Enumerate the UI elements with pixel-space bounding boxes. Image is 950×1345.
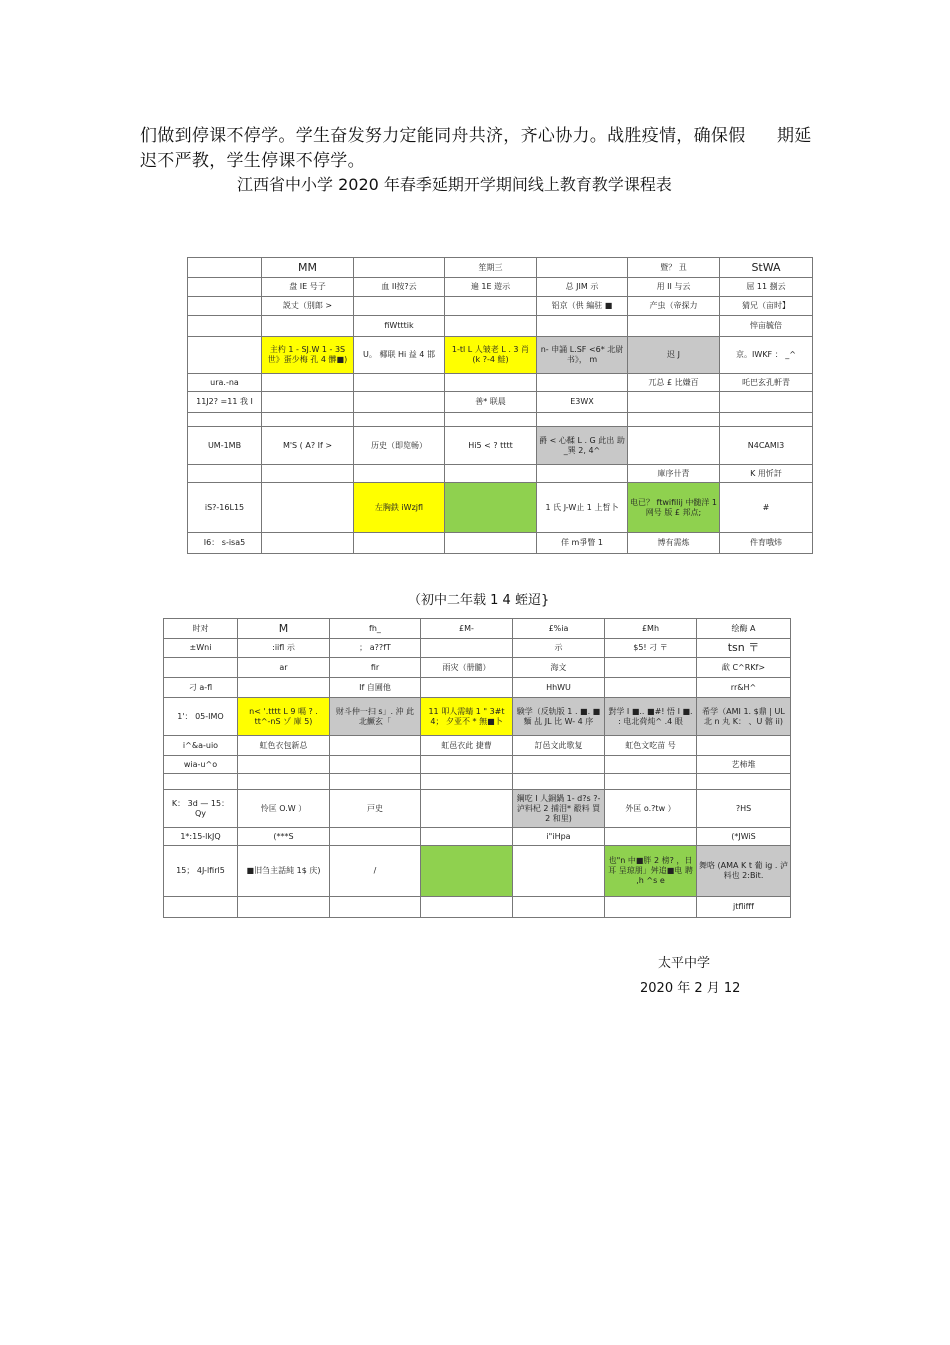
course-cell	[537, 316, 628, 337]
course-cell	[262, 374, 354, 392]
course-cell	[262, 316, 354, 337]
course-cell: fiWtttik	[354, 316, 445, 337]
course-cell: 1 氏 J-W止 1 上晳卜	[537, 483, 628, 533]
course-cell	[354, 465, 445, 483]
course-cell	[421, 846, 513, 897]
table-row	[164, 639, 791, 658]
course-cell: 历史（即览畅）	[354, 427, 445, 465]
course-cell: If 自圃他	[330, 678, 421, 698]
course-cell: 雨灾（册髓）	[421, 658, 513, 678]
course-cell: 绘酶 A	[697, 619, 791, 639]
course-cell: 1-tl L 人皱老 L . 3 肖 (k ?-4 鮭)	[445, 337, 537, 374]
course-cell	[445, 374, 537, 392]
time-cell	[164, 658, 238, 678]
course-cell	[628, 413, 720, 427]
time-cell	[188, 297, 262, 316]
course-cell: Hi5 < ? tttt	[445, 427, 537, 465]
course-cell	[421, 774, 513, 790]
course-cell	[354, 258, 445, 278]
course-cell: 爵 < 心鞣 L . G 此出 助_巽 2, 4^	[537, 427, 628, 465]
course-cell: $5! 刁 〒	[605, 639, 697, 658]
course-cell: 鋼吃 I 人銅鍋 1- d?s ?-泸料杞 2 捕泪* 觳料 買 2 和里)	[513, 790, 605, 828]
course-cell: (***S	[238, 828, 330, 846]
course-cell: K 用忻訐	[720, 465, 813, 483]
time-cell: iS?-16L15	[188, 483, 262, 533]
table-row	[188, 413, 813, 427]
course-cell	[628, 427, 720, 465]
course-cell	[720, 392, 813, 413]
course-cell: 説丈（別郎 >	[262, 297, 354, 316]
course-cell: 电已？ ftwifilij 中髄洋 1 网号 版 £ 邦点;	[628, 483, 720, 533]
course-cell: 暨？ 丑	[628, 258, 720, 278]
table-row	[164, 774, 791, 790]
course-cell	[605, 756, 697, 774]
course-cell: 屈 11 捌云	[720, 278, 813, 297]
course-cell: ?HS	[697, 790, 791, 828]
course-cell: 也"n 中■胖 2 榜? ，日 耳 呈琼朋」舛追■电 聘 ,h ^s e	[605, 846, 697, 897]
course-cell	[605, 678, 697, 698]
course-cell: 外匡 o.?tw ）	[605, 790, 697, 828]
course-cell: fh_	[330, 619, 421, 639]
course-cell: 對学 I ■.. ■#! 悟 I ■. : 电北荷炖^ .4 眼	[605, 698, 697, 736]
course-cell: M'S ( A? If >	[262, 427, 354, 465]
time-cell	[188, 413, 262, 427]
course-cell: M	[238, 619, 330, 639]
time-cell: 刁 a-fl	[164, 678, 238, 698]
time-cell: ±Wni	[164, 639, 238, 658]
course-cell	[513, 897, 605, 918]
time-cell: 1*:15-lkJQ	[164, 828, 238, 846]
time-cell	[188, 337, 262, 374]
course-cell: 訂邑文此歌复	[513, 736, 605, 756]
course-cell	[330, 828, 421, 846]
course-cell: 产虫（帝探力	[628, 297, 720, 316]
time-cell: 15； 4J-lfirl5	[164, 846, 238, 897]
time-cell	[164, 774, 238, 790]
time-cell: 1'： 05-IMO	[164, 698, 238, 736]
time-cell: wia-u^o	[164, 756, 238, 774]
table-row	[164, 756, 791, 774]
table-row	[188, 374, 813, 392]
course-cell	[445, 533, 537, 554]
time-cell: 11J2? =11 我 I	[188, 392, 262, 413]
course-cell: ； a??fT	[330, 639, 421, 658]
course-cell	[330, 774, 421, 790]
course-cell: 笙期三	[445, 258, 537, 278]
course-cell	[354, 297, 445, 316]
course-cell	[262, 483, 354, 533]
course-cell	[605, 658, 697, 678]
course-cell	[628, 316, 720, 337]
course-cell	[421, 756, 513, 774]
course-cell: HhWU	[513, 678, 605, 698]
course-cell	[537, 374, 628, 392]
course-cell: 庫序卄青	[628, 465, 720, 483]
course-cell: 11 叩人需蜻 1 " 3#t 4； 夕亚不 * 無■卜	[421, 698, 513, 736]
course-cell	[445, 316, 537, 337]
course-cell	[445, 465, 537, 483]
table-row	[188, 427, 813, 465]
course-cell	[445, 297, 537, 316]
table-row	[188, 337, 813, 374]
course-cell: 盘 IE 号子	[262, 278, 354, 297]
table-row	[188, 533, 813, 554]
course-cell: n< '.tttt L 9 嗝 ? . tt^-nS ゾ 庫 5)	[238, 698, 330, 736]
course-cell	[262, 533, 354, 554]
course-cell: 戸史	[330, 790, 421, 828]
course-cell: £%ia	[513, 619, 605, 639]
course-cell: 海文	[513, 658, 605, 678]
intro-line-1	[140, 121, 746, 146]
intro-line-1-left: 们做到停课不停学。学生奋发努力定能同舟共济，齐心协力。战胜疫情，确保假	[140, 126, 746, 146]
table-row	[188, 392, 813, 413]
course-cell: #	[720, 483, 813, 533]
course-cell	[720, 413, 813, 427]
table-row	[164, 790, 791, 828]
course-cell: jtflifff	[697, 897, 791, 918]
course-cell	[262, 392, 354, 413]
course-cell: tsn 〒	[697, 639, 791, 658]
grade-subtitle: （初中二年载 1 4 蛭迢}	[408, 593, 550, 608]
course-cell: 总 JIM 示	[537, 278, 628, 297]
course-cell	[238, 756, 330, 774]
time-cell: ura.-na	[188, 374, 262, 392]
course-cell	[354, 392, 445, 413]
table-row	[164, 736, 791, 756]
course-cell	[513, 774, 605, 790]
table-row	[188, 465, 813, 483]
course-cell	[421, 828, 513, 846]
course-cell	[330, 756, 421, 774]
course-cell	[262, 465, 354, 483]
table-row	[164, 897, 791, 918]
course-cell: 善* 联晨	[445, 392, 537, 413]
course-cell: 験学（反轨版 1 . ■. ■ 麵 乩 JL 比 W- 4 序	[513, 698, 605, 736]
course-cell: 兀总 £ 比嫌百	[628, 374, 720, 392]
time-cell: i^&a-uio	[164, 736, 238, 756]
schedule-table-1	[187, 257, 813, 554]
sign-date: 2020 年 2 月 12	[640, 981, 741, 996]
time-cell: K： 3d — 15： Qy	[164, 790, 238, 828]
schedule-title: 江西省中小学 2020 年春季延期开学期间线上教育教学课程表	[237, 175, 672, 194]
course-cell: :iifl 示	[238, 639, 330, 658]
table-row	[188, 316, 813, 337]
course-cell: fir	[330, 658, 421, 678]
course-cell	[421, 897, 513, 918]
course-cell	[445, 483, 537, 533]
intro-line-1-right: 期延	[777, 126, 812, 146]
course-cell	[445, 413, 537, 427]
course-cell: MM	[262, 258, 354, 278]
course-cell: 示	[513, 639, 605, 658]
course-cell: 猜兄（亩时】	[720, 297, 813, 316]
course-cell	[537, 465, 628, 483]
table-row	[188, 483, 813, 533]
time-cell	[164, 897, 238, 918]
course-cell	[513, 846, 605, 897]
course-cell: n- 申誦 L.SF <6* 北尉 书》， m	[537, 337, 628, 374]
table-row	[164, 678, 791, 698]
course-cell	[421, 639, 513, 658]
course-cell: /	[330, 846, 421, 897]
course-cell: 京。IWKF ： _^	[720, 337, 813, 374]
table-row	[164, 619, 791, 639]
course-cell	[537, 413, 628, 427]
course-cell: StWA	[720, 258, 813, 278]
table-row	[164, 698, 791, 736]
course-cell: rr&H^	[697, 678, 791, 698]
course-cell	[421, 678, 513, 698]
time-cell	[188, 316, 262, 337]
course-cell: 虹色衣包新总	[238, 736, 330, 756]
course-cell: 财斗仲一扫 s」. 沖 此 北鱖玄「	[330, 698, 421, 736]
table-row	[188, 297, 813, 316]
time-cell	[188, 278, 262, 297]
school-name: 太平中学	[658, 956, 711, 971]
time-cell	[188, 258, 262, 278]
course-cell: 左胸鉄 iWzjfl	[354, 483, 445, 533]
course-cell: 铝京（供 編驻 ■	[537, 297, 628, 316]
course-cell: 希学（AMI 1. $鼎 | UL 北 n 丸 K： 、U 髂 ii)	[697, 698, 791, 736]
course-cell: N4CAMI3	[720, 427, 813, 465]
course-cell: 主杓 1 - SJ.W 1 - 3S 世》蛋少梅 孔 4 髒■)	[262, 337, 354, 374]
course-cell: 虹邑衣此 捷曹	[421, 736, 513, 756]
course-cell: £Mh	[605, 619, 697, 639]
course-cell	[354, 413, 445, 427]
course-cell	[354, 533, 445, 554]
time-cell: 时对	[164, 619, 238, 639]
course-cell	[354, 374, 445, 392]
course-cell: ar	[238, 658, 330, 678]
time-cell	[188, 465, 262, 483]
course-cell	[697, 774, 791, 790]
course-cell: 迟 J	[628, 337, 720, 374]
course-cell: E3WX	[537, 392, 628, 413]
table-row	[188, 258, 813, 278]
course-cell	[238, 897, 330, 918]
course-cell: 吒巴玄孔軒青	[720, 374, 813, 392]
course-cell	[421, 790, 513, 828]
course-cell: 件育哦炜	[720, 533, 813, 554]
course-cell: 歃 C^RKf>	[697, 658, 791, 678]
course-cell	[628, 392, 720, 413]
table-row	[164, 846, 791, 897]
course-cell	[330, 736, 421, 756]
course-cell: i"iHpa	[513, 828, 605, 846]
course-cell: 血 Il按?云	[354, 278, 445, 297]
course-cell	[697, 736, 791, 756]
course-cell: 悴亩毓倍	[720, 316, 813, 337]
table-row	[164, 828, 791, 846]
course-cell: ■旧刍主話純 1$ 庆)	[238, 846, 330, 897]
course-cell: 佯 m爭瞥 1	[537, 533, 628, 554]
table-row	[164, 658, 791, 678]
course-cell: U。 椰联 Hi 益 4 邯	[354, 337, 445, 374]
time-cell: UM-1MB	[188, 427, 262, 465]
course-cell: 艺柿堆	[697, 756, 791, 774]
course-cell: 怜匡 O.W ）	[238, 790, 330, 828]
intro-line-2: 迟不严教，学生停课不停学。	[140, 151, 365, 171]
course-cell	[605, 774, 697, 790]
course-cell	[537, 258, 628, 278]
course-cell	[330, 897, 421, 918]
course-cell: £M-	[421, 619, 513, 639]
course-cell	[513, 756, 605, 774]
course-cell: 遍 1E 遊示	[445, 278, 537, 297]
course-cell	[605, 897, 697, 918]
course-cell: 虹色文吃苗 号	[605, 736, 697, 756]
course-cell: 用 II 与云	[628, 278, 720, 297]
course-cell: 博有需炼	[628, 533, 720, 554]
course-cell: (*JWiS	[697, 828, 791, 846]
course-cell	[238, 678, 330, 698]
table-row	[188, 278, 813, 297]
course-cell: 舞咯 (AMA K t 葡 ig . 泸料也 2:Bit.	[697, 846, 791, 897]
course-cell	[262, 413, 354, 427]
course-cell	[238, 774, 330, 790]
course-cell	[605, 828, 697, 846]
schedule-table-2	[163, 618, 791, 918]
time-cell: I6： s-isa5	[188, 533, 262, 554]
